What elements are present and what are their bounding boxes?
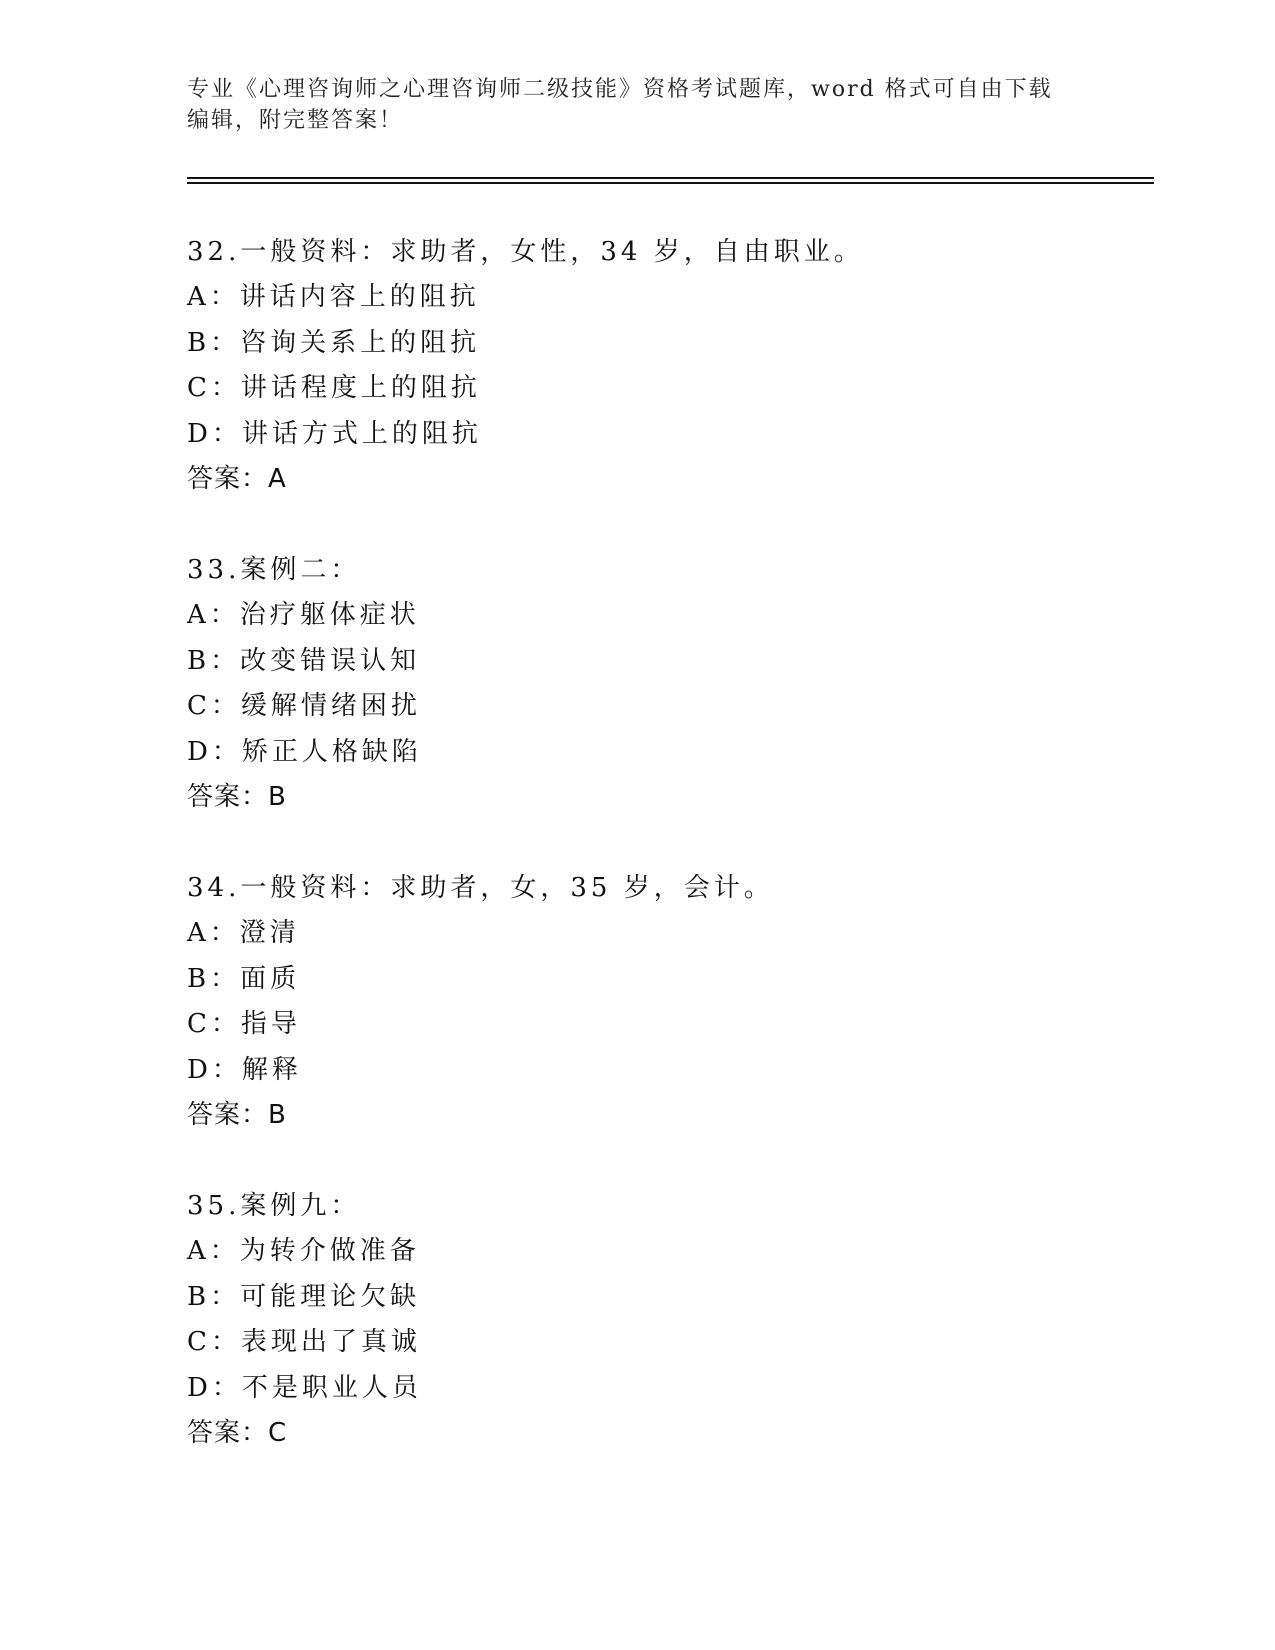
option-c: C：指导	[187, 1009, 301, 1040]
header-line-2: 编辑，附完整答案！	[187, 108, 404, 133]
option-b: B：咨询关系上的阻抗	[187, 327, 481, 358]
answer: 答案：C	[187, 1417, 288, 1448]
question-32	[187, 230, 1127, 502]
answer: 答案：B	[187, 781, 287, 812]
option-d: D：矫正人格缺陷	[187, 736, 422, 767]
document-header	[187, 74, 1087, 136]
option-a: A：为转介做准备	[187, 1236, 420, 1267]
option-d: D：解释	[187, 1054, 302, 1085]
question-34	[187, 866, 1127, 1138]
header-divider-bottom	[187, 182, 1154, 184]
option-d: D：讲话方式上的阻抗	[187, 418, 482, 449]
option-a: A：澄清	[187, 918, 300, 949]
question-stem: 35.案例九：	[187, 1191, 361, 1221]
option-a: A：讲话内容上的阻抗	[187, 282, 480, 313]
header-divider-top	[187, 177, 1154, 179]
answer: 答案：A	[187, 463, 287, 494]
option-d: D：不是职业人员	[187, 1372, 422, 1403]
option-b: B：改变错误认知	[187, 645, 421, 676]
question-stem: 33.案例二：	[187, 555, 361, 585]
option-c: C：缓解情绪困扰	[187, 691, 421, 722]
option-c: C：表现出了真诚	[187, 1327, 421, 1358]
question-stem: 32.一般资料：求助者，女性，34 岁，自由职业。	[187, 237, 864, 267]
option-b: B：可能理论欠缺	[187, 1281, 421, 1312]
question-35	[187, 1184, 1127, 1456]
header-line-1: 专业《心理咨询师之心理咨询师二级技能》资格考试题库，word 格式可自由下载	[187, 77, 1053, 102]
option-b: B：面质	[187, 963, 301, 994]
question-stem: 34.一般资料：求助者，女，35 岁，会计。	[187, 873, 774, 903]
option-c: C：讲话程度上的阻抗	[187, 373, 481, 404]
answer: 答案：B	[187, 1099, 287, 1130]
question-33	[187, 548, 1127, 820]
option-a: A：治疗躯体症状	[187, 600, 420, 631]
